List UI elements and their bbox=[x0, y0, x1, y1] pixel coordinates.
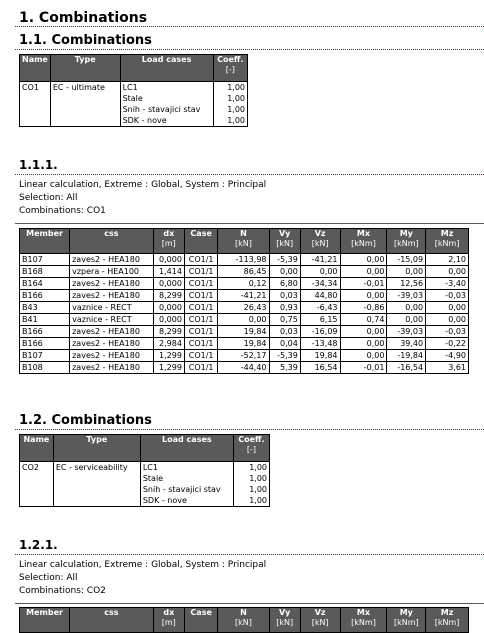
col-mz: Mz [kNm] bbox=[426, 608, 469, 633]
cell-mz: -0,03 bbox=[426, 290, 469, 302]
col-mx: Mx [kNm] bbox=[340, 229, 387, 254]
cell-vy: -5,39 bbox=[269, 350, 300, 362]
col-load-cases: Load cases bbox=[120, 55, 213, 82]
divider bbox=[15, 429, 484, 430]
col-vz: Vz [kN] bbox=[300, 608, 340, 633]
cell-vz: -41,21 bbox=[300, 254, 340, 266]
col-my: My [kNm] bbox=[387, 608, 426, 633]
combo-name: CO2 bbox=[20, 462, 54, 474]
col-css: css bbox=[70, 229, 154, 254]
col-member: Member bbox=[20, 229, 70, 254]
table-row bbox=[20, 314, 469, 326]
cell-css: zaves2 - HEA180 bbox=[70, 254, 154, 266]
cell-my: 12,56 bbox=[387, 278, 426, 290]
cell-dx: 1,299 bbox=[153, 362, 184, 374]
col-name: Name bbox=[20, 435, 54, 462]
col-case: Case bbox=[184, 229, 217, 254]
table-row bbox=[20, 254, 469, 266]
cell-css: zaves2 - HEA180 bbox=[70, 290, 154, 302]
cell-member: B164 bbox=[20, 278, 70, 290]
cell-mz: 0,00 bbox=[426, 302, 469, 314]
cell-n: 0,12 bbox=[218, 278, 269, 290]
cell-case: CO1/1 bbox=[184, 290, 217, 302]
cell-case: CO1/1 bbox=[184, 302, 217, 314]
table-row bbox=[20, 302, 469, 314]
calc-settings: Linear calculation, Extreme : Global, System : Principal bbox=[19, 180, 267, 190]
col-mx: Mx [kNm] bbox=[340, 608, 387, 633]
cell-my: 0,00 bbox=[387, 302, 426, 314]
cell-vz: 6,15 bbox=[300, 314, 340, 326]
cell-my: -39,03 bbox=[387, 326, 426, 338]
load-coeff: 1,00 bbox=[213, 93, 247, 104]
cell-mz: 2,10 bbox=[426, 254, 469, 266]
cell-mx: -0,86 bbox=[340, 302, 387, 314]
cell-n: 0,00 bbox=[218, 314, 269, 326]
cell-mx: 0,00 bbox=[340, 350, 387, 362]
combination-table-co2 bbox=[19, 434, 270, 507]
cell-member: B43 bbox=[20, 302, 70, 314]
col-member: Member bbox=[20, 608, 70, 633]
load-case: SDK - nove bbox=[120, 115, 213, 127]
combinations-text: Combinations: CO2 bbox=[19, 586, 106, 596]
cell-case: CO1/1 bbox=[184, 254, 217, 266]
calc-settings: Linear calculation, Extreme : Global, System : Principal bbox=[19, 560, 267, 570]
cell-vy: 0,04 bbox=[269, 338, 300, 350]
cell-mx: -0,01 bbox=[340, 362, 387, 374]
cell-member: B41 bbox=[20, 314, 70, 326]
cell-case: CO1/1 bbox=[184, 326, 217, 338]
load-case: Stale bbox=[140, 473, 233, 484]
table-row bbox=[20, 362, 469, 374]
cell-n: -44,40 bbox=[218, 362, 269, 374]
cell-member: B166 bbox=[20, 290, 70, 302]
selection-text: Selection: All bbox=[19, 193, 78, 203]
col-vy: Vy [kN] bbox=[269, 608, 300, 633]
load-coeff: 1,00 bbox=[213, 82, 247, 94]
col-case: Case bbox=[184, 608, 217, 633]
divider bbox=[15, 554, 484, 555]
cell-vz: -13,48 bbox=[300, 338, 340, 350]
heading-combinations: 1. Combinations bbox=[19, 10, 148, 26]
cell-css: zaves2 - HEA180 bbox=[70, 326, 154, 338]
cell-css: zaves2 - HEA180 bbox=[70, 350, 154, 362]
divider bbox=[15, 26, 484, 27]
load-coeff: 1,00 bbox=[233, 462, 269, 474]
cell-vz: -6,43 bbox=[300, 302, 340, 314]
cell-case: CO1/1 bbox=[184, 362, 217, 374]
cell-mx: 0,74 bbox=[340, 314, 387, 326]
results-table-co2 bbox=[19, 607, 469, 633]
cell-vz: 44,80 bbox=[300, 290, 340, 302]
cell-vz: -16,09 bbox=[300, 326, 340, 338]
cell-css: vaznice - RECT bbox=[70, 302, 154, 314]
calculation-info bbox=[19, 179, 266, 218]
combo-type: EC - serviceability bbox=[53, 462, 140, 474]
col-n: N [kN] bbox=[218, 608, 269, 633]
calculation-info bbox=[19, 559, 266, 598]
cell-css: zaves2 - HEA180 bbox=[70, 338, 154, 350]
cell-mz: -4,90 bbox=[426, 350, 469, 362]
cell-case: CO1/1 bbox=[184, 278, 217, 290]
col-name: Name bbox=[20, 55, 51, 82]
cell-mz: -0,22 bbox=[426, 338, 469, 350]
cell-n: -113,98 bbox=[218, 254, 269, 266]
subsection-title: 1.1.1. bbox=[19, 158, 58, 172]
cell-dx: 0,000 bbox=[153, 254, 184, 266]
load-coeff: 1,00 bbox=[213, 104, 247, 115]
load-case: Snih - stavajici stav bbox=[120, 104, 213, 115]
cell-member: B168 bbox=[20, 266, 70, 278]
cell-css: zaves2 - HEA180 bbox=[70, 278, 154, 290]
table-row bbox=[20, 326, 469, 338]
subsection-title: 1.2.1. bbox=[19, 538, 58, 552]
table-row bbox=[20, 290, 469, 302]
cell-n: -52,17 bbox=[218, 350, 269, 362]
cell-n: 19,84 bbox=[218, 326, 269, 338]
cell-vz: -34,34 bbox=[300, 278, 340, 290]
col-my: My [kNm] bbox=[387, 229, 426, 254]
cell-vz: 19,84 bbox=[300, 350, 340, 362]
cell-mz: -0,03 bbox=[426, 326, 469, 338]
load-case: Snih - stavajici stav bbox=[140, 484, 233, 495]
cell-mx: 0,00 bbox=[340, 326, 387, 338]
col-coeff: Coeff. [-] bbox=[213, 55, 247, 82]
combo-name: CO1 bbox=[20, 82, 51, 94]
cell-member: B166 bbox=[20, 326, 70, 338]
cell-my: -39,03 bbox=[387, 290, 426, 302]
load-case: LC1 bbox=[140, 462, 233, 474]
cell-dx: 0,000 bbox=[153, 314, 184, 326]
col-type: Type bbox=[50, 55, 120, 82]
load-coeff: 1,00 bbox=[213, 115, 247, 127]
cell-vy: 0,00 bbox=[269, 266, 300, 278]
cell-dx: 0,000 bbox=[153, 278, 184, 290]
divider bbox=[15, 49, 484, 50]
cell-mx: -0,01 bbox=[340, 278, 387, 290]
combination-table-co1 bbox=[19, 54, 248, 127]
cell-vy: 6,80 bbox=[269, 278, 300, 290]
cell-dx: 8,299 bbox=[153, 326, 184, 338]
cell-dx: 8,299 bbox=[153, 290, 184, 302]
cell-vy: -5,39 bbox=[269, 254, 300, 266]
col-dx: dx [m] bbox=[153, 608, 184, 633]
cell-n: 19,84 bbox=[218, 338, 269, 350]
results-table-co1 bbox=[19, 228, 469, 374]
cell-mx: 0,00 bbox=[340, 266, 387, 278]
cell-case: CO1/1 bbox=[184, 338, 217, 350]
cell-n: 26,43 bbox=[218, 302, 269, 314]
cell-vz: 16,54 bbox=[300, 362, 340, 374]
cell-css: zaves2 - HEA180 bbox=[70, 362, 154, 374]
load-case: SDK - nove bbox=[140, 495, 233, 507]
load-case: LC1 bbox=[120, 82, 213, 94]
cell-vy: 0,75 bbox=[269, 314, 300, 326]
cell-css: vaznice - RECT bbox=[70, 314, 154, 326]
cell-mz: 3,61 bbox=[426, 362, 469, 374]
col-type: Type bbox=[53, 435, 140, 462]
cell-mx: 0,00 bbox=[340, 338, 387, 350]
table-row bbox=[20, 350, 469, 362]
cell-member: B108 bbox=[20, 362, 70, 374]
cell-vy: 0,03 bbox=[269, 326, 300, 338]
load-coeff: 1,00 bbox=[233, 473, 269, 484]
cell-dx: 0,000 bbox=[153, 302, 184, 314]
table-row bbox=[20, 338, 469, 350]
col-vy: Vy [kN] bbox=[269, 229, 300, 254]
col-load-cases: Load cases bbox=[140, 435, 233, 462]
cell-my: 39,40 bbox=[387, 338, 426, 350]
combinations-text: Combinations: CO1 bbox=[19, 206, 106, 216]
col-dx: dx [m] bbox=[153, 229, 184, 254]
col-mz: Mz [kNm] bbox=[426, 229, 469, 254]
cell-mx: 0,00 bbox=[340, 254, 387, 266]
section-title: 1.1. Combinations bbox=[19, 33, 152, 48]
cell-my: -16,54 bbox=[387, 362, 426, 374]
cell-case: CO1/1 bbox=[184, 314, 217, 326]
cell-my: 0,00 bbox=[387, 314, 426, 326]
load-coeff: 1,00 bbox=[233, 495, 269, 507]
cell-member: B107 bbox=[20, 254, 70, 266]
cell-case: CO1/1 bbox=[184, 266, 217, 278]
cell-my: -19,84 bbox=[387, 350, 426, 362]
cell-vz: 0,00 bbox=[300, 266, 340, 278]
cell-mz: 0,00 bbox=[426, 266, 469, 278]
cell-member: B107 bbox=[20, 350, 70, 362]
load-coeff: 1,00 bbox=[233, 484, 269, 495]
cell-n: -41,21 bbox=[218, 290, 269, 302]
cell-n: 86,45 bbox=[218, 266, 269, 278]
cell-member: B166 bbox=[20, 338, 70, 350]
cell-vy: 0,93 bbox=[269, 302, 300, 314]
cell-mz: 0,00 bbox=[426, 314, 469, 326]
cell-css: vzpera - HEA100 bbox=[70, 266, 154, 278]
col-n: N [kN] bbox=[218, 229, 269, 254]
col-vz: Vz [kN] bbox=[300, 229, 340, 254]
table-row bbox=[20, 278, 469, 290]
col-css: css bbox=[70, 608, 154, 633]
load-case: Stale bbox=[120, 93, 213, 104]
selection-text: Selection: All bbox=[19, 573, 78, 583]
cell-mx: 0,00 bbox=[340, 290, 387, 302]
cell-case: CO1/1 bbox=[184, 350, 217, 362]
divider bbox=[15, 223, 484, 224]
cell-dx: 1,414 bbox=[153, 266, 184, 278]
table-row bbox=[20, 266, 469, 278]
combo-type: EC - ultimate bbox=[50, 82, 120, 94]
col-coeff: Coeff. [-] bbox=[233, 435, 269, 462]
cell-my: 0,00 bbox=[387, 266, 426, 278]
cell-dx: 1,299 bbox=[153, 350, 184, 362]
cell-dx: 2,984 bbox=[153, 338, 184, 350]
divider bbox=[15, 174, 484, 175]
cell-my: -15,09 bbox=[387, 254, 426, 266]
section-title: 1.2. Combinations bbox=[19, 413, 152, 428]
cell-mz: -3,40 bbox=[426, 278, 469, 290]
cell-vy: 0,03 bbox=[269, 290, 300, 302]
cell-vy: 5,39 bbox=[269, 362, 300, 374]
divider bbox=[15, 603, 484, 604]
